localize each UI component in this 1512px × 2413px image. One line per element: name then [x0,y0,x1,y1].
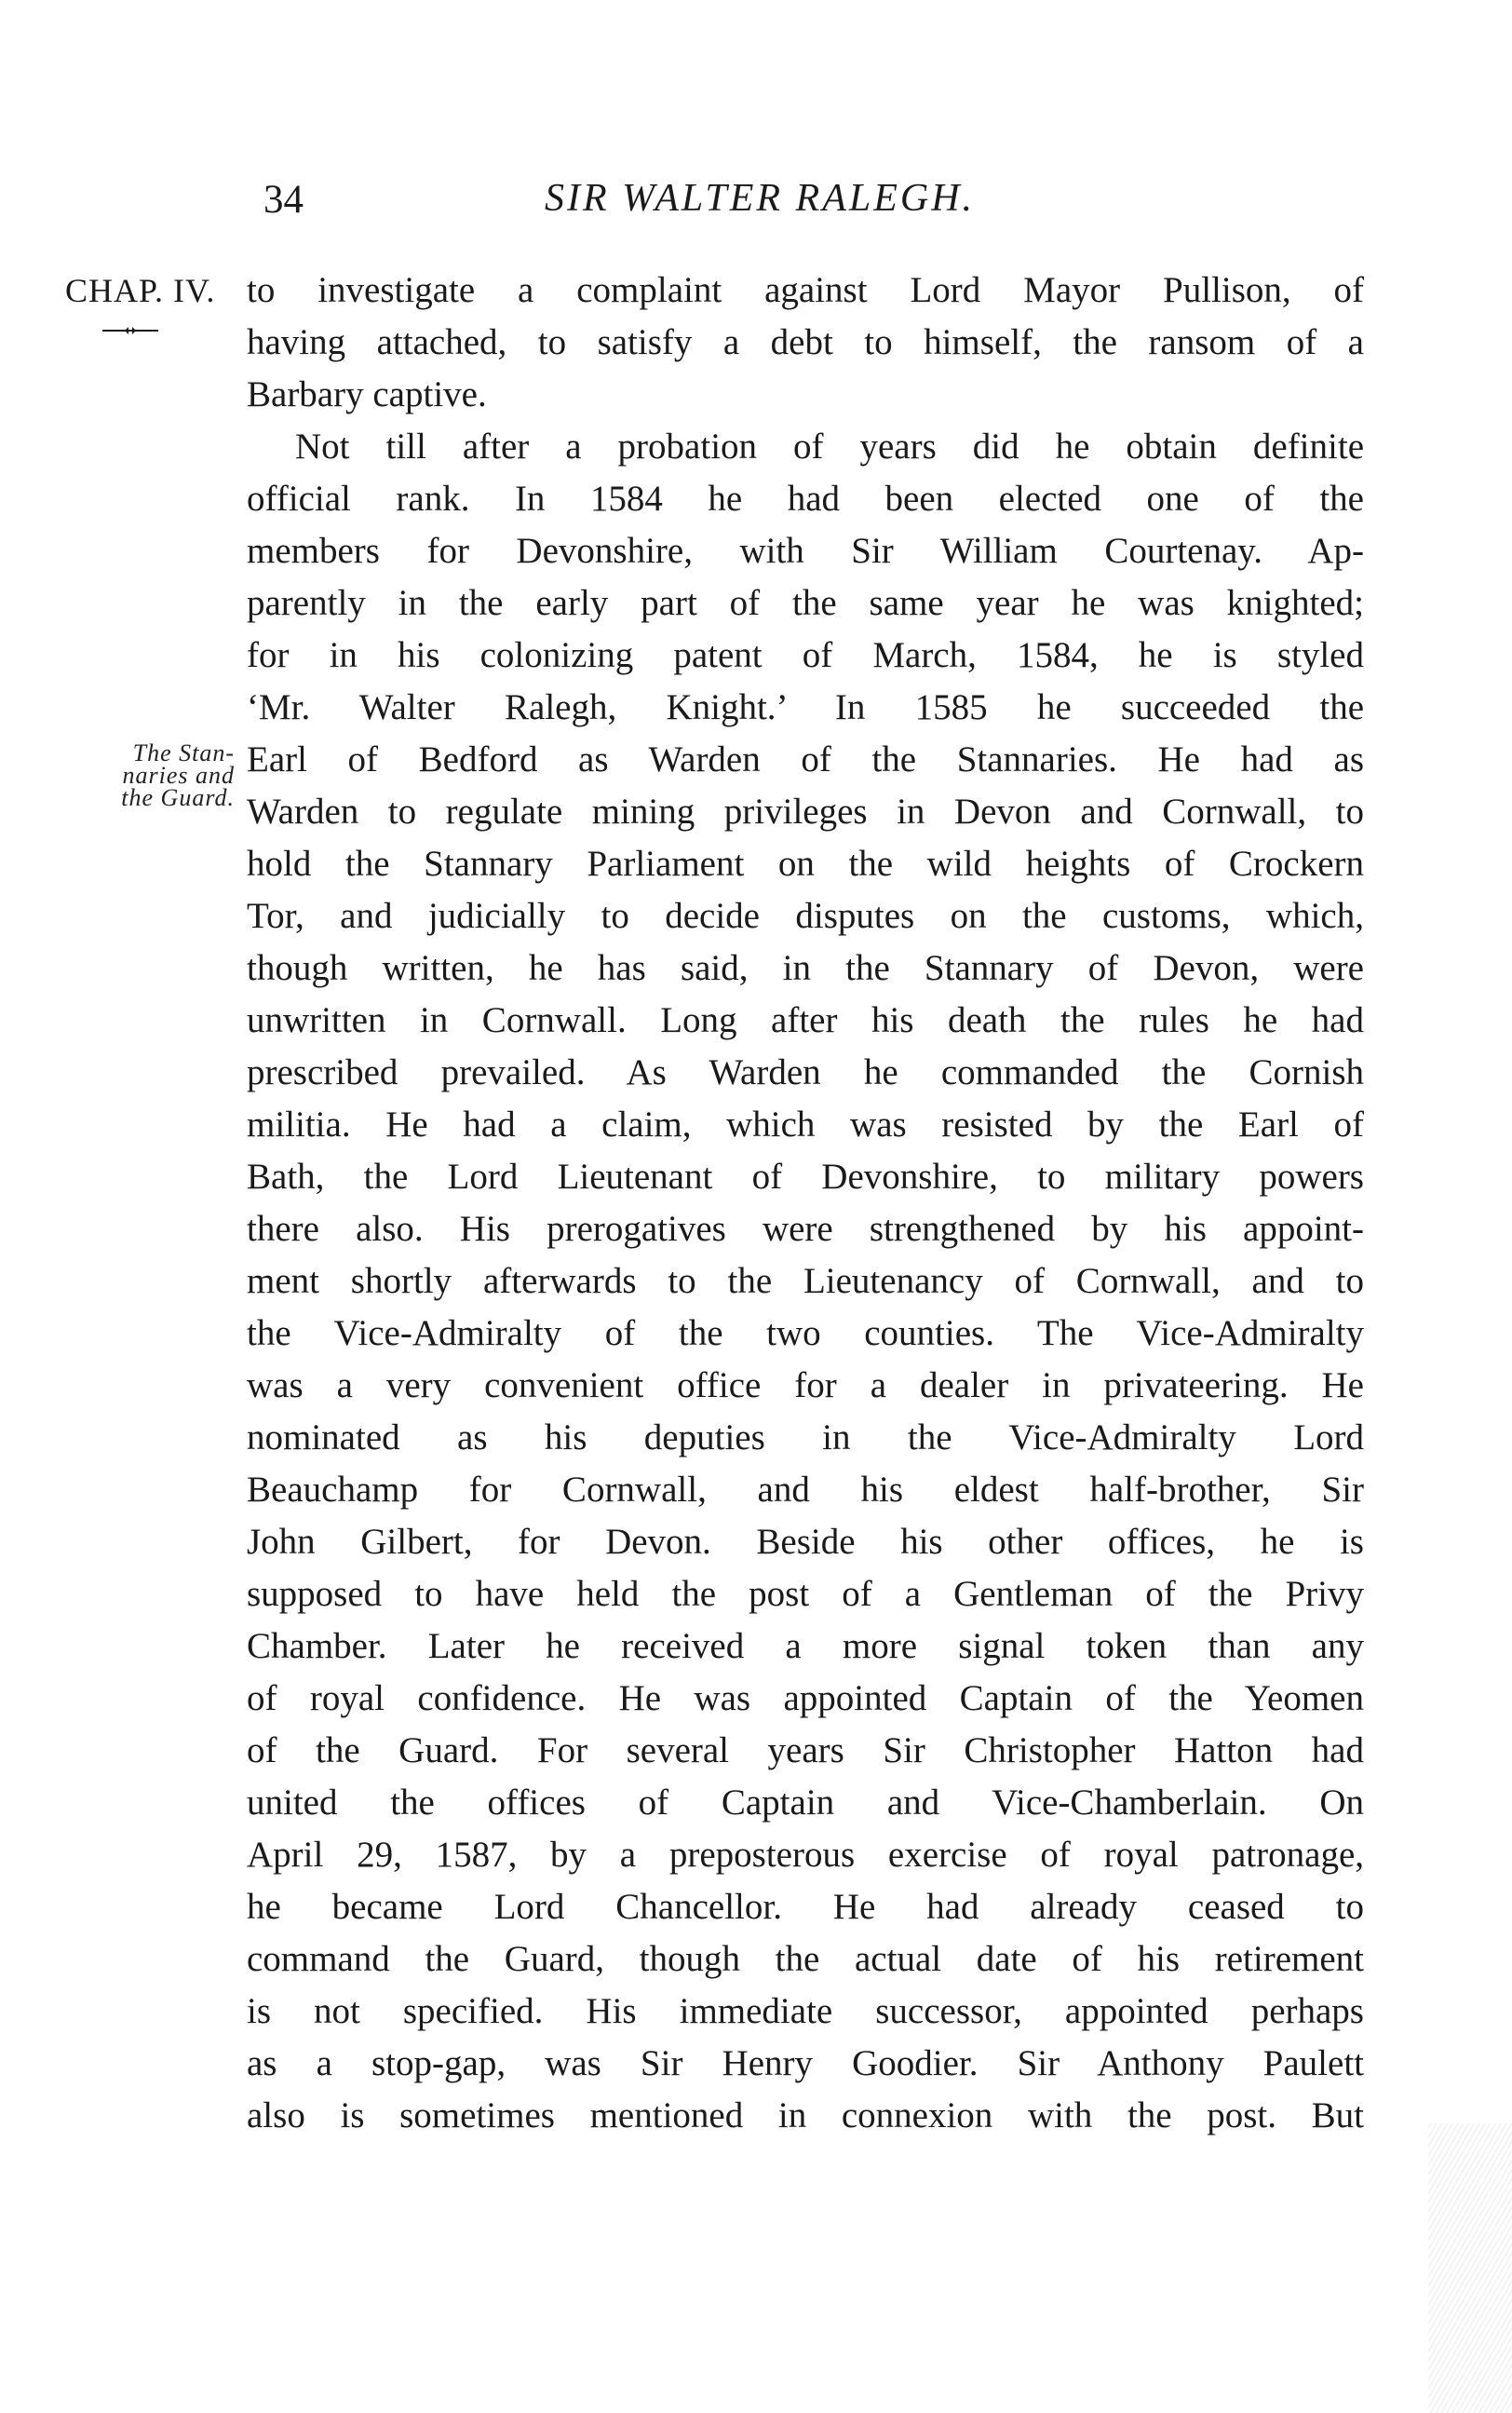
text-line: Bath, the Lord Lieutenant of Devonshire, to military powers [247,1157,1364,1197]
body-text [247,264,1364,2142]
text-line: also is sometimes mentioned in connexion with the post. But [247,2095,1364,2135]
text-line: Tor, and judicially to decide disputes on the customs, which, [247,896,1364,936]
text-line: united the offices of Captain and Vice-Chamberlain. On [247,1783,1364,1823]
text-line: though written, he has said, in the Stannary of Devon, were [247,948,1364,988]
text-line: parently in the early part of the same year he was knighted; [247,583,1364,623]
side-note-line: the Guard. [121,784,235,811]
page-edge-texture [1428,2123,1512,2413]
text-line: of the Guard. For several years Sir Christopher Hatton had [247,1730,1364,1770]
text-line: official rank. In 1584 he had been elected one of the [247,479,1364,519]
text-line: unwritten in Cornwall. Long after his death the rules he had [247,1000,1364,1040]
text-line: the Vice-Admiralty of the two counties. The Vice-Admiralty [247,1313,1364,1353]
text-line: ment shortly afterwards to the Lieutenancy of Cornwall, and to [247,1261,1364,1301]
text-line: Beauchamp for Cornwall, and his eldest half-brother, Sir [247,1470,1364,1510]
text-line: having attached, to satisfy a debt to himself, the ransom of a [247,322,1364,362]
side-note [58,739,235,811]
text-line: is not specified. His immediate successor, appointed perhaps [247,1991,1364,2031]
text-line: prescribed prevailed. As Warden he commanded the Cornish [247,1052,1364,1092]
running-title: SIR WALTER RALEGH. [545,177,976,220]
text-line: was a very convenient office for a dealer in privateering. He [247,1365,1364,1405]
text-line: of royal confidence. He was appointed Captain of the Yeomen [247,1678,1364,1718]
text-line: as a stop-gap, was Sir Henry Goodier. Sir Anthony Paulett [247,2043,1364,2083]
page-number: 34 [263,178,304,222]
text-line: to investigate a complaint against Lord Mayor Pullison, of [247,270,1364,310]
side-note-line: naries and [122,762,235,789]
text-line: for in his colonizing patent of March, 1584, he is styled [247,635,1364,675]
text-line: Barbary captive. [247,374,487,414]
text-line: John Gilbert, for Devon. Beside his other offices, he is [247,1522,1364,1562]
text-line: hold the Stannary Parliament on the wild heights of Crockern [247,844,1364,884]
ornament-dash-icon [102,324,158,337]
chapter-label: CHAP. IV. [65,272,216,309]
text-line: Not till after a probation of years did he obtain definite [295,427,1364,467]
text-line: Warden to regulate mining privileges in Devon and Cornwall, to [247,792,1364,832]
text-line: nominated as his deputies in the Vice-Admiralty Lord [247,1417,1364,1457]
text-line: supposed to have held the post of a Gentleman of the Privy [247,1574,1364,1614]
text-line: ‘Mr. Walter Ralegh, Knight.’ In 1585 he succeeded the [247,687,1364,727]
text-line: command the Guard, though the actual date of his retirement [247,1939,1364,1979]
text-line: April 29, 1587, by a preposterous exercise of royal patronage, [247,1835,1364,1875]
text-line: members for Devonshire, with Sir William Courtenay. Ap- [247,531,1364,571]
text-line: he became Lord Chancellor. He had already ceased to [247,1887,1364,1927]
text-line: Chamber. Later he received a more signal token than any [247,1626,1364,1666]
text-line: militia. He had a claim, which was resisted by the Earl of [247,1105,1364,1145]
text-line: there also. His prerogatives were strengthened by his appoint- [247,1209,1364,1249]
side-note-line: The Stan- [132,739,235,766]
text-line: Earl of Bedford as Warden of the Stannaries. He had as [247,739,1364,779]
